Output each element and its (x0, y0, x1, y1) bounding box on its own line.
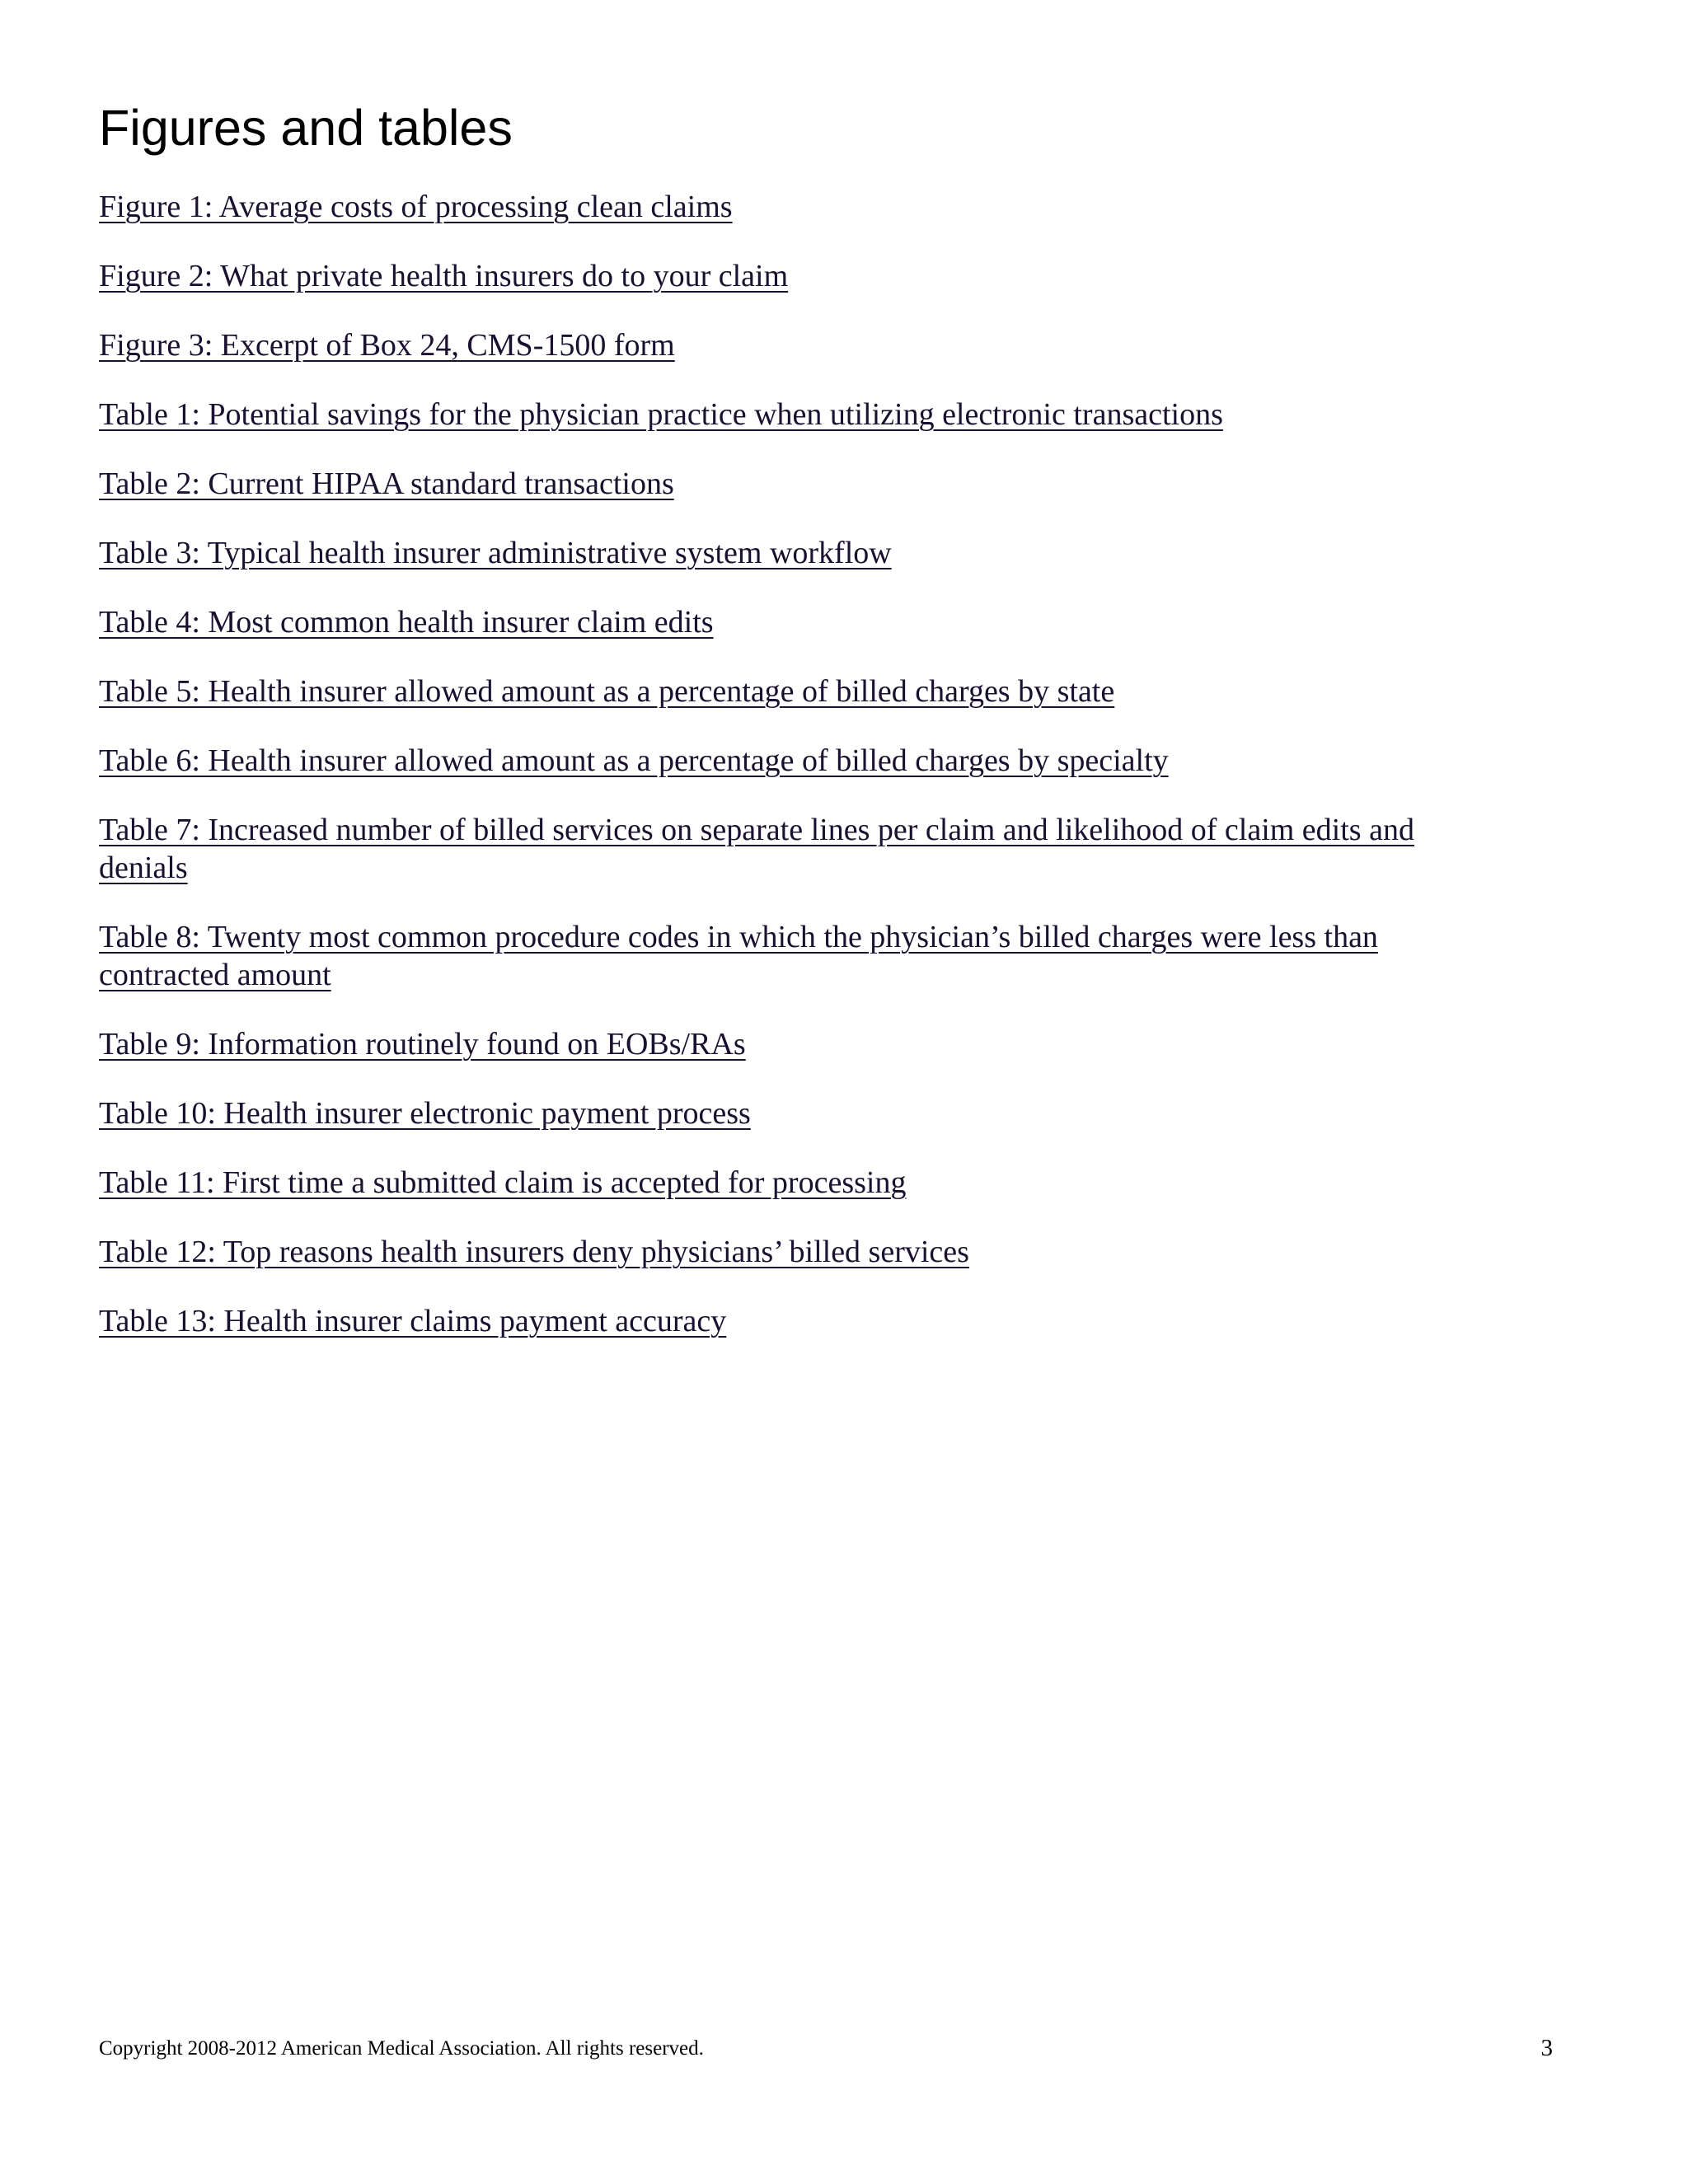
table-4-link[interactable]: Table 4: Most common health insurer claim edits (99, 605, 714, 640)
list-item (99, 465, 1508, 503)
list-item (99, 1025, 1508, 1063)
figure-2-link[interactable]: Figure 2: What private health insurers do to your claim (99, 259, 789, 293)
table-3-link[interactable]: Table 3: Typical health insurer administrative system workflow (99, 536, 892, 570)
list-item (99, 396, 1508, 434)
figure-1-link[interactable]: Figure 1: Average costs of processing clean claims (99, 190, 733, 224)
list-item (99, 1233, 1508, 1271)
list-item (99, 811, 1508, 887)
list-item (99, 1094, 1508, 1132)
page-number: 3 (1540, 2035, 1553, 2061)
table-10-link[interactable]: Table 10: Health insurer electronic payment process (99, 1096, 751, 1131)
list-item (99, 188, 1508, 226)
list-item (99, 742, 1508, 780)
table-6-link[interactable]: Table 6: Health insurer allowed amount as a percentage of billed charges by specialty (99, 743, 1169, 778)
list-item (99, 326, 1508, 364)
table-8-link[interactable]: Table 8: Twenty most common procedure codes in which the physician’s billed charges were less than contracted amount (99, 920, 1378, 992)
table-11-link[interactable]: Table 11: First time a submitted claim is accepted for processing (99, 1165, 907, 1200)
figure-3-link[interactable]: Figure 3: Excerpt of Box 24, CMS-1500 form (99, 328, 675, 363)
list-item (99, 1164, 1508, 1202)
list-item (99, 673, 1508, 710)
table-13-link[interactable]: Table 13: Health insurer claims payment accuracy (99, 1304, 727, 1338)
table-9-link[interactable]: Table 9: Information routinely found on EOBs/RAs (99, 1027, 746, 1062)
copyright-notice: Copyright 2008-2012 American Medical Association. All rights reserved. (99, 2037, 704, 2060)
list-item (99, 1302, 1508, 1340)
table-5-link[interactable]: Table 5: Health insurer allowed amount as a percentage of billed charges by state (99, 674, 1115, 709)
list-item (99, 603, 1508, 641)
table-1-link[interactable]: Table 1: Potential savings for the physician practice when utilizing electronic transactions (99, 397, 1223, 432)
list-item (99, 534, 1508, 572)
page-title: Figures and tables (99, 100, 513, 156)
table-7-link[interactable]: Table 7: Increased number of billed services on separate lines per claim and likelihood of claim edits and denials (99, 813, 1414, 885)
figures-tables-list (99, 188, 1508, 1371)
table-12-link[interactable]: Table 12: Top reasons health insurers deny physicians’ billed services (99, 1235, 969, 1269)
table-2-link[interactable]: Table 2: Current HIPAA standard transactions (99, 466, 674, 501)
list-item (99, 918, 1508, 994)
list-item (99, 257, 1508, 295)
